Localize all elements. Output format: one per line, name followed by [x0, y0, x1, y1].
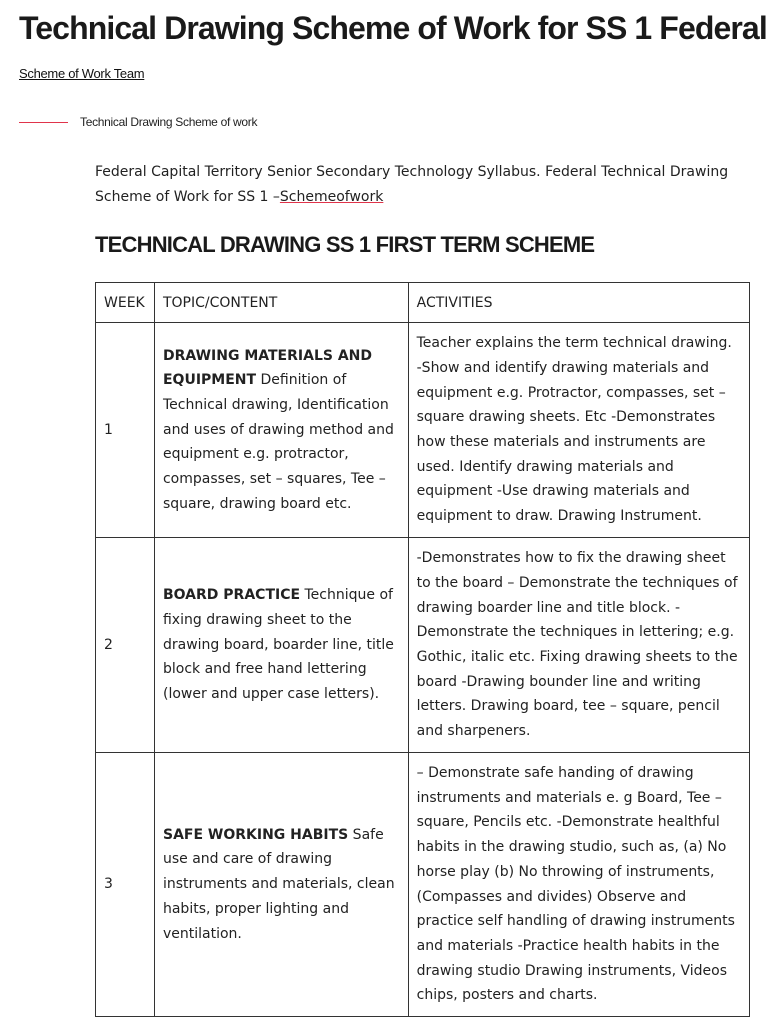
activities-cell: Teacher explains the term technical drawing. -Show and identify drawing materials and equipment e.g. Protractor, compasses, set – square drawing sheets. Etc -Demonstrates how these materials and instruments are used. Identify drawing materials and equipment -Use drawing materials and equipment to draw. Drawing Instrument. [408, 323, 749, 538]
topic-heading: DRAWING MATERIALS AND EQUIPMENT [162, 347, 372, 389]
table-row [96, 323, 750, 538]
page-title: Technical Drawing Scheme of Work for SS 1 Federal [19, 10, 767, 46]
intro-paragraph [95, 160, 735, 209]
author-link[interactable]: Scheme of Work Team [19, 66, 145, 81]
header-topic: TOPIC/CONTENT [154, 283, 408, 323]
topic-cell [154, 538, 408, 753]
scheme-table [95, 282, 750, 1017]
header-week: WEEK [96, 283, 155, 323]
week-cell: 3 [96, 753, 155, 1017]
intro-text: Federal Capital Territory Senior Secondary Technology Syllabus. Federal Technical Drawing Scheme of Work for SS 1 – [95, 164, 729, 205]
table-row [96, 538, 750, 753]
category-divider [19, 122, 68, 123]
table-header-row [96, 283, 750, 323]
topic-text: Definition of Technical drawing, Identification and uses of drawing method and equipment e.g. protractor, compasses, set – squares, Tee – square, drawing board etc. [162, 372, 394, 512]
category-link[interactable]: Technical Drawing Scheme of work [80, 115, 258, 129]
topic-heading: SAFE WORKING HABITS [162, 826, 349, 843]
activities-cell: -Demonstrates how to fix the drawing sheet to the board – Demonstrate the techniques of drawing boarder line and title block. -Demonstrate the techniques in lettering; e.g. Gothic, italic etc. Fixing drawing sheets to the board -Drawing bounder line and writing letters. Drawing board, tee – square, pencil and sharpeners. [408, 538, 749, 753]
topic-cell [154, 753, 408, 1017]
header-activities: ACTIVITIES [408, 283, 749, 323]
topic-heading: BOARD PRACTICE [162, 587, 301, 604]
schemeofwork-link[interactable]: Schemeofwork [279, 188, 384, 205]
topic-text: Safe use and care of drawing instruments and materials, clean habits, proper lighting and ventilation. [162, 826, 395, 942]
topic-cell [154, 323, 408, 538]
week-cell: 2 [96, 538, 155, 753]
section-title: TECHNICAL DRAWING SS 1 FIRST TERM SCHEME [95, 232, 595, 257]
table-row [96, 753, 750, 1017]
topic-text: Technique of fixing drawing sheet to the drawing board, boarder line, title block and free hand lettering (lower and upper case letters). [162, 587, 394, 703]
activities-cell: – Demonstrate safe handing of drawing instruments and materials e. g Board, Tee – square, Pencils etc. -Demonstrate healthful habits in the drawing studio, such as, (a) No horse play (b) No throwing of instruments, (Compasses and divides) Observe and practice self handling of drawing instruments and materials -Practice health habits in the drawing studio Drawing instruments, Videos chips, posters and charts. [408, 753, 749, 1017]
week-cell: 1 [96, 323, 155, 538]
